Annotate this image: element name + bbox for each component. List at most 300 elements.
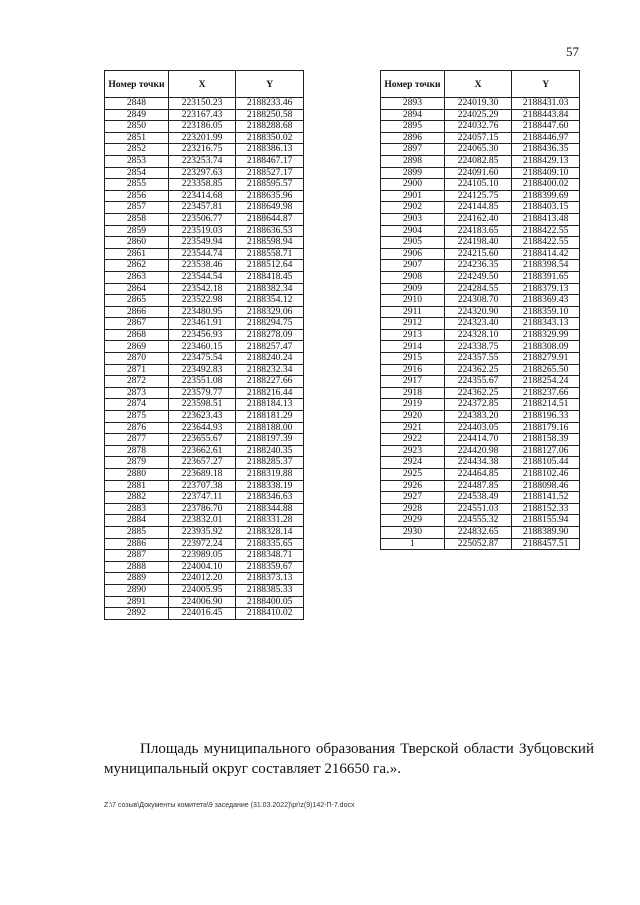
table-row — [381, 538, 580, 550]
y-coordinate-cell: 2188237.66 — [512, 387, 580, 399]
table-row — [105, 98, 304, 110]
y-coordinate-cell: 2188635.96 — [236, 190, 304, 202]
y-coordinate-cell: 2188233.46 — [236, 98, 304, 110]
point-number-cell: 2876 — [105, 422, 169, 434]
point-number-cell: 2898 — [381, 155, 445, 167]
y-coordinate-cell: 2188141.52 — [512, 492, 580, 504]
x-coordinate-cell: 224183.65 — [444, 225, 512, 237]
point-number-cell: 2852 — [105, 144, 169, 156]
x-coordinate-cell: 224006.90 — [168, 596, 236, 608]
point-number-cell: 2863 — [105, 271, 169, 283]
x-coordinate-cell: 224236.35 — [444, 260, 512, 272]
y-coordinate-cell: 2188385.33 — [236, 584, 304, 596]
point-number-cell: 2913 — [381, 329, 445, 341]
table-row — [105, 422, 304, 434]
x-coordinate-cell: 224338.75 — [444, 341, 512, 353]
x-coordinate-cell: 224082.85 — [444, 155, 512, 167]
table-row — [105, 399, 304, 411]
x-coordinate-cell: 223644.93 — [168, 422, 236, 434]
y-coordinate-cell: 2188105.44 — [512, 457, 580, 469]
point-number-cell: 2868 — [105, 329, 169, 341]
table-row — [381, 526, 580, 538]
y-coordinate-cell: 2188644.87 — [236, 213, 304, 225]
x-coordinate-cell: 223657.27 — [168, 457, 236, 469]
table-row — [381, 457, 580, 469]
y-coordinate-cell: 2188254.24 — [512, 376, 580, 388]
x-coordinate-cell: 223519.03 — [168, 225, 236, 237]
x-coordinate-cell: 223216.75 — [168, 144, 236, 156]
table-row — [381, 469, 580, 481]
x-coordinate-cell: 223707.38 — [168, 480, 236, 492]
y-coordinate-cell: 2188285.37 — [236, 457, 304, 469]
table-row — [381, 132, 580, 144]
y-coordinate-cell: 2188214.51 — [512, 399, 580, 411]
table-row — [381, 364, 580, 376]
point-number-cell: 2879 — [105, 457, 169, 469]
table-row — [381, 121, 580, 133]
table-row — [381, 341, 580, 353]
point-number-cell: 2874 — [105, 399, 169, 411]
x-coordinate-cell: 224162.40 — [444, 213, 512, 225]
point-number-cell: 1 — [381, 538, 445, 550]
table-row — [381, 155, 580, 167]
table-row — [105, 480, 304, 492]
table-row — [381, 318, 580, 330]
point-number-cell: 2902 — [381, 202, 445, 214]
point-number-cell: 2915 — [381, 353, 445, 365]
x-coordinate-cell: 224372.85 — [444, 399, 512, 411]
point-number-cell: 2893 — [381, 98, 445, 110]
table-row — [105, 515, 304, 527]
table-row — [105, 584, 304, 596]
y-coordinate-cell: 2188354.12 — [236, 295, 304, 307]
y-coordinate-cell: 2188359.10 — [512, 306, 580, 318]
x-coordinate-cell: 223579.77 — [168, 387, 236, 399]
x-coordinate-cell: 224091.60 — [444, 167, 512, 179]
x-coordinate-cell: 225052.87 — [444, 538, 512, 550]
y-coordinate-cell: 2188329.06 — [236, 306, 304, 318]
table-row — [105, 237, 304, 249]
x-coordinate-cell: 224284.55 — [444, 283, 512, 295]
x-coordinate-cell: 224555.32 — [444, 515, 512, 527]
table-row — [381, 260, 580, 272]
point-number-cell: 2881 — [105, 480, 169, 492]
y-coordinate-cell: 2188179.16 — [512, 422, 580, 434]
x-coordinate-cell: 223598.51 — [168, 399, 236, 411]
y-coordinate-cell: 2188410.02 — [236, 608, 304, 620]
y-coordinate-cell: 2188595.57 — [236, 179, 304, 191]
table-row — [105, 190, 304, 202]
y-coordinate-cell: 2188102.46 — [512, 469, 580, 481]
table-row — [105, 109, 304, 121]
point-number-cell: 2924 — [381, 457, 445, 469]
point-number-cell: 2885 — [105, 526, 169, 538]
table-row — [381, 329, 580, 341]
x-coordinate-cell: 224487.85 — [444, 480, 512, 492]
point-number-cell: 2925 — [381, 469, 445, 481]
point-number-cell: 2922 — [381, 434, 445, 446]
table-row — [105, 387, 304, 399]
x-coordinate-cell: 224320.90 — [444, 306, 512, 318]
table-row — [105, 445, 304, 457]
point-number-cell: 2872 — [105, 376, 169, 388]
y-coordinate-cell: 2188335.65 — [236, 538, 304, 550]
y-coordinate-cell: 2188400.05 — [236, 596, 304, 608]
x-coordinate-cell: 224198.40 — [444, 237, 512, 249]
x-coordinate-cell: 224357.55 — [444, 353, 512, 365]
y-coordinate-cell: 2188373.13 — [236, 573, 304, 585]
point-number-cell: 2861 — [105, 248, 169, 260]
table-row — [381, 515, 580, 527]
point-number-cell: 2886 — [105, 538, 169, 550]
point-number-cell: 2883 — [105, 503, 169, 515]
table-row — [381, 271, 580, 283]
table-row — [105, 283, 304, 295]
x-coordinate-cell: 223506.77 — [168, 213, 236, 225]
table-row — [105, 526, 304, 538]
y-coordinate-cell: 2188359.67 — [236, 561, 304, 573]
y-coordinate-cell: 2188512.64 — [236, 260, 304, 272]
point-number-cell: 2892 — [105, 608, 169, 620]
y-coordinate-cell: 2188308.09 — [512, 341, 580, 353]
table-row — [381, 376, 580, 388]
table-row — [105, 608, 304, 620]
table-row — [381, 98, 580, 110]
y-coordinate-cell: 2188227.66 — [236, 376, 304, 388]
table-row — [381, 399, 580, 411]
x-coordinate-cell: 223551.08 — [168, 376, 236, 388]
y-coordinate-cell: 2188329.99 — [512, 329, 580, 341]
x-coordinate-cell: 223480.95 — [168, 306, 236, 318]
table-row — [105, 353, 304, 365]
x-coordinate-cell: 224016.45 — [168, 608, 236, 620]
point-number-cell: 2923 — [381, 445, 445, 457]
y-coordinate-cell: 2188447.60 — [512, 121, 580, 133]
point-number-cell: 2887 — [105, 550, 169, 562]
y-coordinate-cell: 2188232.34 — [236, 364, 304, 376]
coordinates-table-right — [380, 70, 580, 550]
table-row — [105, 364, 304, 376]
x-coordinate-cell: 224125.75 — [444, 190, 512, 202]
x-coordinate-cell: 224420.98 — [444, 445, 512, 457]
x-coordinate-cell: 223461.91 — [168, 318, 236, 330]
x-coordinate-cell: 223538.46 — [168, 260, 236, 272]
table-row — [381, 411, 580, 423]
point-number-cell: 2889 — [105, 573, 169, 585]
point-number-cell: 2864 — [105, 283, 169, 295]
point-number-cell: 2871 — [105, 364, 169, 376]
table-row — [105, 469, 304, 481]
y-coordinate-cell: 2188398.54 — [512, 260, 580, 272]
point-number-cell: 2904 — [381, 225, 445, 237]
point-number-cell: 2901 — [381, 190, 445, 202]
table-row — [381, 480, 580, 492]
table-row — [105, 225, 304, 237]
y-coordinate-cell: 2188409.10 — [512, 167, 580, 179]
y-coordinate-cell: 2188386.13 — [236, 144, 304, 156]
point-number-cell: 2926 — [381, 480, 445, 492]
table-row — [105, 132, 304, 144]
x-coordinate-cell: 224403.05 — [444, 422, 512, 434]
point-number-cell: 2878 — [105, 445, 169, 457]
point-number-cell: 2848 — [105, 98, 169, 110]
table-row — [105, 573, 304, 585]
y-coordinate-cell: 2188414.42 — [512, 248, 580, 260]
table-row — [105, 561, 304, 573]
table-row — [105, 144, 304, 156]
header-y: Y — [236, 71, 304, 98]
x-coordinate-cell: 223492.83 — [168, 364, 236, 376]
point-number-cell: 2927 — [381, 492, 445, 504]
point-number-cell: 2910 — [381, 295, 445, 307]
x-coordinate-cell: 223297.63 — [168, 167, 236, 179]
point-number-cell: 2908 — [381, 271, 445, 283]
x-coordinate-cell: 224005.95 — [168, 584, 236, 596]
x-coordinate-cell: 224004.10 — [168, 561, 236, 573]
y-coordinate-cell: 2188319.88 — [236, 469, 304, 481]
y-coordinate-cell: 2188265.50 — [512, 364, 580, 376]
x-coordinate-cell: 223150.23 — [168, 98, 236, 110]
y-coordinate-cell: 2188250.58 — [236, 109, 304, 121]
x-coordinate-cell: 223989.05 — [168, 550, 236, 562]
point-number-cell: 2860 — [105, 237, 169, 249]
table-row — [381, 503, 580, 515]
table-row — [105, 155, 304, 167]
table-row — [381, 225, 580, 237]
point-number-cell: 2873 — [105, 387, 169, 399]
y-coordinate-cell: 2188328.14 — [236, 526, 304, 538]
x-coordinate-cell: 224362.25 — [444, 364, 512, 376]
y-coordinate-cell: 2188399.69 — [512, 190, 580, 202]
point-number-cell: 2862 — [105, 260, 169, 272]
y-coordinate-cell: 2188344.88 — [236, 503, 304, 515]
x-coordinate-cell: 223167.43 — [168, 109, 236, 121]
table-row — [105, 167, 304, 179]
point-number-cell: 2911 — [381, 306, 445, 318]
y-coordinate-cell: 2188598.94 — [236, 237, 304, 249]
point-number-cell: 2882 — [105, 492, 169, 504]
y-coordinate-cell: 2188467.17 — [236, 155, 304, 167]
table-row — [381, 213, 580, 225]
point-number-cell: 2880 — [105, 469, 169, 481]
point-number-cell: 2865 — [105, 295, 169, 307]
page-number: 57 — [566, 44, 579, 59]
y-coordinate-cell: 2188288.68 — [236, 121, 304, 133]
y-coordinate-cell: 2188348.71 — [236, 550, 304, 562]
point-number-cell: 2906 — [381, 248, 445, 260]
y-coordinate-cell: 2188422.55 — [512, 225, 580, 237]
point-number-cell: 2858 — [105, 213, 169, 225]
point-number-cell: 2900 — [381, 179, 445, 191]
point-number-cell: 2867 — [105, 318, 169, 330]
x-coordinate-cell: 224383.20 — [444, 411, 512, 423]
table-row — [381, 283, 580, 295]
x-coordinate-cell: 223747.11 — [168, 492, 236, 504]
y-coordinate-cell: 2188446.97 — [512, 132, 580, 144]
x-coordinate-cell: 223475.54 — [168, 353, 236, 365]
y-coordinate-cell: 2188418.45 — [236, 271, 304, 283]
point-number-cell: 2854 — [105, 167, 169, 179]
point-number-cell: 2897 — [381, 144, 445, 156]
x-coordinate-cell: 223253.74 — [168, 155, 236, 167]
point-number-cell: 2853 — [105, 155, 169, 167]
y-coordinate-cell: 2188216.44 — [236, 387, 304, 399]
y-coordinate-cell: 2188338.19 — [236, 480, 304, 492]
y-coordinate-cell: 2188346.63 — [236, 492, 304, 504]
y-coordinate-cell: 2188188.00 — [236, 422, 304, 434]
table-row — [381, 179, 580, 191]
y-coordinate-cell: 2188343.13 — [512, 318, 580, 330]
table-row — [105, 550, 304, 562]
point-number-cell: 2895 — [381, 121, 445, 133]
header-point-number: Номер точки — [105, 71, 169, 98]
coordinates-table-left — [104, 70, 304, 620]
table-row — [105, 538, 304, 550]
table-row — [381, 202, 580, 214]
table-row — [105, 341, 304, 353]
y-coordinate-cell: 2188379.13 — [512, 283, 580, 295]
table-row — [381, 434, 580, 446]
x-coordinate-cell: 223186.05 — [168, 121, 236, 133]
header-y: Y — [512, 71, 580, 98]
y-coordinate-cell: 2188350.02 — [236, 132, 304, 144]
point-number-cell: 2849 — [105, 109, 169, 121]
point-number-cell: 2928 — [381, 503, 445, 515]
point-number-cell: 2912 — [381, 318, 445, 330]
table-row — [105, 202, 304, 214]
table-row — [105, 271, 304, 283]
footer-file-path: Z:\7 созыв\Документы комитета\9 заседание (31.03.2022)\pr\z(9)142-П-7.docx — [104, 802, 355, 809]
x-coordinate-cell: 224538.49 — [444, 492, 512, 504]
table-row — [381, 295, 580, 307]
point-number-cell: 2914 — [381, 341, 445, 353]
x-coordinate-cell: 224032.76 — [444, 121, 512, 133]
table-row — [105, 457, 304, 469]
x-coordinate-cell: 223786.70 — [168, 503, 236, 515]
x-coordinate-cell: 223457.81 — [168, 202, 236, 214]
x-coordinate-cell: 223414.68 — [168, 190, 236, 202]
header-x: X — [444, 71, 512, 98]
table-row — [381, 248, 580, 260]
y-coordinate-cell: 2188294.75 — [236, 318, 304, 330]
point-number-cell: 2859 — [105, 225, 169, 237]
point-number-cell: 2875 — [105, 411, 169, 423]
y-coordinate-cell: 2188400.02 — [512, 179, 580, 191]
y-coordinate-cell: 2188527.17 — [236, 167, 304, 179]
table-row — [381, 445, 580, 457]
point-number-cell: 2921 — [381, 422, 445, 434]
table-row — [105, 503, 304, 515]
point-number-cell: 2896 — [381, 132, 445, 144]
y-coordinate-cell: 2188649.98 — [236, 202, 304, 214]
table-row — [105, 260, 304, 272]
y-coordinate-cell: 2188158.39 — [512, 434, 580, 446]
y-coordinate-cell: 2188098.46 — [512, 480, 580, 492]
table-row — [105, 306, 304, 318]
y-coordinate-cell: 2188457.51 — [512, 538, 580, 550]
point-number-cell: 2907 — [381, 260, 445, 272]
point-number-cell: 2894 — [381, 109, 445, 121]
y-coordinate-cell: 2188278.09 — [236, 329, 304, 341]
table-row — [381, 387, 580, 399]
point-number-cell: 2877 — [105, 434, 169, 446]
point-number-cell: 2856 — [105, 190, 169, 202]
table-row — [105, 295, 304, 307]
y-coordinate-cell: 2188429.13 — [512, 155, 580, 167]
y-coordinate-cell: 2188403.15 — [512, 202, 580, 214]
y-coordinate-cell: 2188127.06 — [512, 445, 580, 457]
x-coordinate-cell: 224464.85 — [444, 469, 512, 481]
x-coordinate-cell: 223544.74 — [168, 248, 236, 260]
y-coordinate-cell: 2188431.03 — [512, 98, 580, 110]
header-x: X — [168, 71, 236, 98]
y-coordinate-cell: 2188413.48 — [512, 213, 580, 225]
table-row — [105, 411, 304, 423]
header-point-number: Номер точки — [381, 71, 445, 98]
x-coordinate-cell: 223522.98 — [168, 295, 236, 307]
x-coordinate-cell: 224249.50 — [444, 271, 512, 283]
table-row — [105, 596, 304, 608]
x-coordinate-cell: 223542.18 — [168, 283, 236, 295]
point-number-cell: 2919 — [381, 399, 445, 411]
point-number-cell: 2918 — [381, 387, 445, 399]
point-number-cell: 2850 — [105, 121, 169, 133]
y-coordinate-cell: 2188184.13 — [236, 399, 304, 411]
x-coordinate-cell: 224551.03 — [444, 503, 512, 515]
y-coordinate-cell: 2188636.53 — [236, 225, 304, 237]
table-row — [105, 434, 304, 446]
point-number-cell: 2870 — [105, 353, 169, 365]
y-coordinate-cell: 2188389.90 — [512, 526, 580, 538]
x-coordinate-cell: 224105.10 — [444, 179, 512, 191]
table-row — [105, 492, 304, 504]
point-number-cell: 2903 — [381, 213, 445, 225]
table-row — [105, 248, 304, 260]
table-row — [105, 376, 304, 388]
x-coordinate-cell: 223832.01 — [168, 515, 236, 527]
table-row — [381, 167, 580, 179]
area-summary-text: Площадь муниципального образования Тверской области Зубцовский муниципальный округ составляет 216650 га.». — [104, 741, 594, 777]
table-row — [105, 329, 304, 341]
y-coordinate-cell: 2188197.39 — [236, 434, 304, 446]
table-row — [105, 213, 304, 225]
point-number-cell: 2888 — [105, 561, 169, 573]
point-number-cell: 2890 — [105, 584, 169, 596]
x-coordinate-cell: 223689.18 — [168, 469, 236, 481]
point-number-cell: 2869 — [105, 341, 169, 353]
y-coordinate-cell: 2188558.71 — [236, 248, 304, 260]
x-coordinate-cell: 223358.85 — [168, 179, 236, 191]
y-coordinate-cell: 2188181.29 — [236, 411, 304, 423]
y-coordinate-cell: 2188257.47 — [236, 341, 304, 353]
table-row — [381, 353, 580, 365]
point-number-cell: 2920 — [381, 411, 445, 423]
table-row — [381, 144, 580, 156]
point-number-cell: 2905 — [381, 237, 445, 249]
y-coordinate-cell: 2188196.33 — [512, 411, 580, 423]
table-row — [381, 190, 580, 202]
table-row — [381, 109, 580, 121]
point-number-cell: 2899 — [381, 167, 445, 179]
x-coordinate-cell: 224065.30 — [444, 144, 512, 156]
y-coordinate-cell: 2188422.55 — [512, 237, 580, 249]
point-number-cell: 2866 — [105, 306, 169, 318]
table-row — [105, 121, 304, 133]
point-number-cell: 2891 — [105, 596, 169, 608]
point-number-cell: 2857 — [105, 202, 169, 214]
x-coordinate-cell: 224308.70 — [444, 295, 512, 307]
x-coordinate-cell: 223655.67 — [168, 434, 236, 446]
